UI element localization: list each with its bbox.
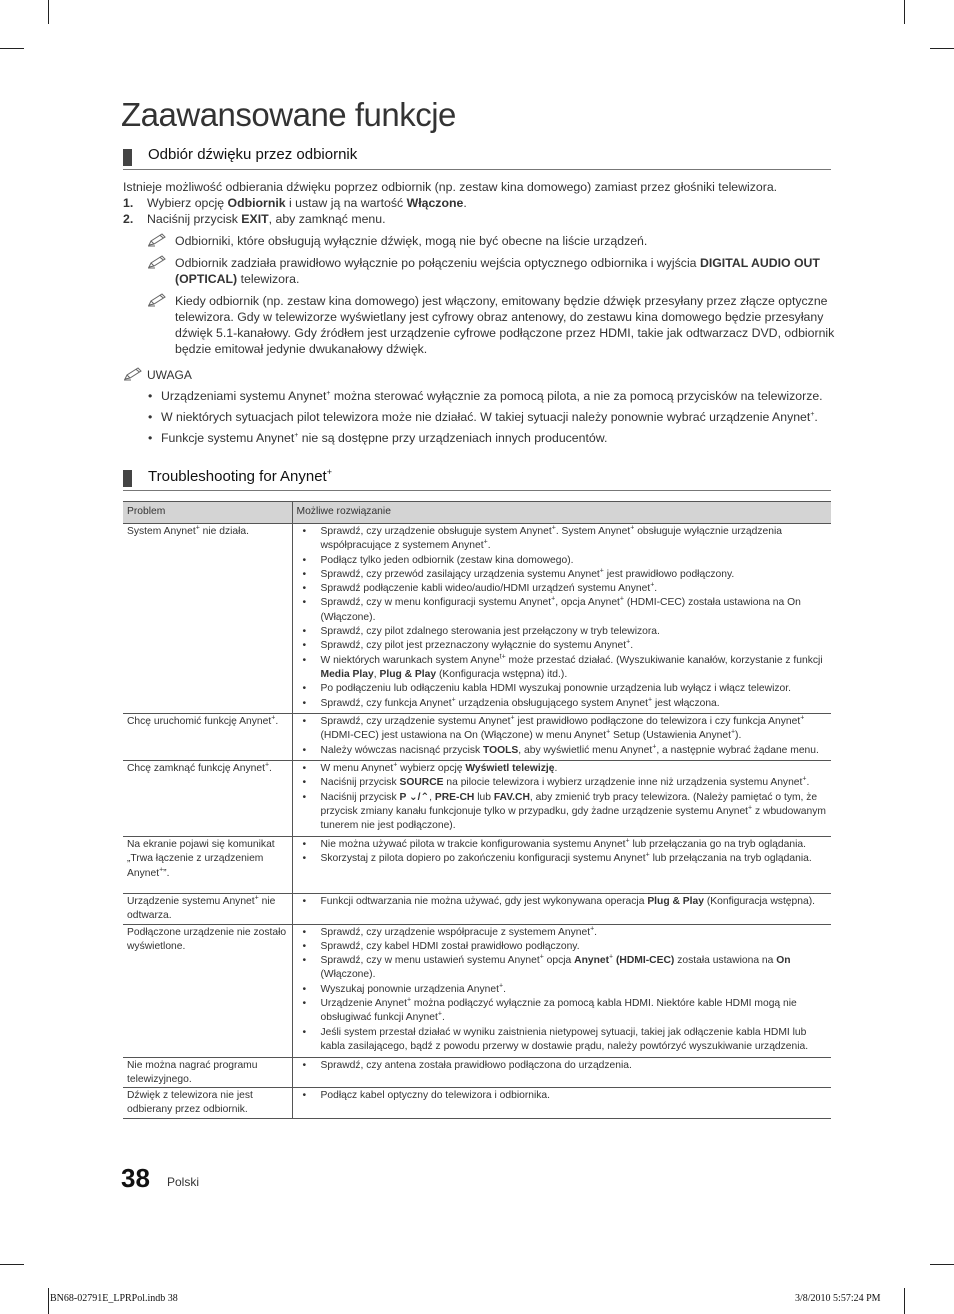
solution-item: • Naciśnij przycisk SOURCE na pilocie telewizora i wybierz urządzenie inne niż urządzenia systemu Anynet+. [297,776,828,790]
solution-item: • Wyszukaj ponownie urządzenia Anynet+. [297,983,828,997]
solution-item: • Sprawdź, czy antena została prawidłowo podłączona do urządzenia. [297,1059,828,1073]
column-header-problem: Problem [123,502,292,524]
solution-item: • Sprawdź, czy w menu ustawień systemu Anynet+ opcja Anynet+ (HDMI-CEC) została ustawiona na On (Włączone). [297,954,828,983]
step-1: 1. Wybierz opcję Odbiornik i ustaw ją na wartość Włączone. [123,196,467,210]
crop-mark [0,1264,24,1265]
solution-item: • Sprawdź podłączenie kabli wideo/audio/HDMI urządzeń systemu Anynet+. [297,582,828,596]
solution-item: • Sprawdź, czy kabel HDMI został prawidłowo podłączony. [297,940,828,954]
solution-item: • W menu Anynet+ wybierz opcję Wyświetl telewizję. [297,762,828,776]
crop-mark [0,48,24,49]
note-pencil-icon [123,367,145,381]
crop-mark [904,1288,905,1314]
heading-bar [123,149,132,166]
problem-cell: Urządzenie systemu Anynet+ nie odtwarza. [123,894,292,925]
intro-text: Istnieje możliwość odbierania dźwięku poprzez odbiornik (np. zestaw kina domowego) zamiast przez głośniki telewizora. [123,180,778,194]
solution-item: • Sprawdź, czy pilot zdalnego sterowania jest przełączony w tryb telewizora. [297,625,828,639]
solution-item: • Po podłączeniu lub odłączeniu kabla HDMI wyszukaj ponownie urządzenia lub wyłącz i włącz telewizor. [297,682,828,696]
table-row [123,714,831,761]
solution-item: • Sprawdź, czy funkcja Anynet+ urządzenia obsługującego system Anynet+ jest włączona. [297,697,828,711]
solution-cell [292,837,831,894]
solution-item: • Sprawdź, czy urządzenie obsługuje system Anynet+. System Anynet+ obsługuje wyłącznie urządzenia współpracujące z systemem Anynet+. [297,525,828,554]
solution-item: • Funkcji odtwarzania nie można używać, gdy jest wykonywana operacja Plug & Play (Konfiguracja wstępna). [297,895,828,909]
bullet-item: • Funkcje systemu Anynet+ nie są dostępne przy urządzeniach innych producentów. [148,431,608,445]
solution-item: • Skorzystaj z pilota dopiero po zakończeniu konfiguracji systemu Anynet+ lub przełączania na tryb oglądania. [297,852,828,866]
note-pencil-icon [147,255,169,269]
crop-mark [930,48,954,49]
solution-item: • Sprawdź, czy urządzenie współpracuje z systemem Anynet+. [297,926,828,940]
solution-item: • W niektórych warunkach system Anyne$^{t+}$ może przestać działać. (Wyszukiwanie kanałów, korzystanie z funkcji Media Play, Plug & Play (Konfiguracja wstępna) itd.). [297,654,828,683]
uwaga-label: UWAGA [123,367,835,383]
problem-cell: Podłączone urządzenie nie zostało wyświetlone. [123,924,292,1057]
section-heading-text: Troubleshooting for Anynet+ [148,467,332,485]
solution-cell [292,894,831,925]
problem-cell: Chcę zamknąć funkcję Anynet+. [123,761,292,837]
solution-item: • Sprawdź, czy przewód zasilający urządzenia systemu Anynet+ jest prawidłowo podłączony. [297,568,828,582]
section-heading-text: Odbiór dźwięku przez odbiornik [148,146,358,163]
problem-cell: System Anynet+ nie działa. [123,524,292,714]
print-file-info: BN68-02791E_LPRPol.indb 38 [50,1293,178,1304]
problem-cell: Dźwięk z telewizora nie jest odbierany przez odbiornik. [123,1088,292,1119]
problem-cell: Chcę uruchomić funkcję Anynet+. [123,714,292,761]
print-date-info: 3/8/2010 5:57:24 PM [795,1293,881,1304]
section-heading-receiver [123,146,831,170]
solution-cell [292,761,831,837]
solution-item: • Podłącz kabel optyczny do telewizora i odbiornika. [297,1089,828,1103]
table-row [123,524,831,714]
note-pencil-icon [147,293,169,307]
solution-item: • Sprawdź, czy pilot jest przeznaczony wyłącznie do systemu Anynet+. [297,639,828,653]
solution-item: • Podłącz tylko jeden odbiornik (zestaw kina domowego). [297,554,828,568]
bullet-item: • W niektórych sytuacjach pilot telewizora może nie działać. W takiej sytuacji należy ponownie wybrać urządzenie Anynet+. [148,410,818,424]
solution-item: • Naciśnij przycisk P ⌄/⌃, PRE-CH lub FAV.CH, aby zmienić tryb pracy telewizora. (Należy pamiętać o tym, że przycisk zmiany kanału funkcjonuje tylko w przypadku, gdy żadne urządzenie systemu Anynet+ z wbudowanym tunerem nie jest podłączone). [297,791,828,834]
crop-mark [48,1288,49,1314]
section-heading-troubleshooting [123,467,831,491]
page-language: Polski [167,1175,200,1189]
table-row [123,837,831,894]
solution-item: • Urządzenie Anynet+ można podłączyć wyłącznie za pomocą kabla HDMI. Niektóre kable HDMI mogą nie obsługiwać funkcji Anynet+. [297,997,828,1026]
solution-cell [292,1088,831,1119]
note-pencil-icon [147,233,169,247]
note-2: Odbiornik zadziała prawidłowo wyłącznie po połączeniu wejścia optycznego odbiornika i wyjścia DIGITAL AUDIO OUT (OPTICAL) telewizora. [123,255,835,287]
troubleshooting-table [123,501,831,1119]
step-2: 2. Naciśnij przycisk EXIT, aby zamknąć menu. [123,212,386,226]
crop-mark [930,1264,954,1265]
table-row [123,894,831,925]
table-row [123,1057,831,1088]
solution-cell [292,524,831,714]
page-number: 38 [121,1163,150,1193]
solution-item: • Sprawdź, czy w menu konfiguracji systemu Anynet+, opcja Anynet+ (HDMI-CEC) została ustawiona na On (Włączone). [297,596,828,625]
section-receiver-body [123,179,835,446]
table-header-row [123,502,831,524]
table-row [123,924,831,1057]
table-row [123,761,831,837]
solution-item: • Sprawdź, czy urządzenie systemu Anynet+ jest prawidłowo podłączone do telewizora i czy funkcja Anynet+ (HDMI-CEC) jest ustawiona na On (Włączone) w menu Anynet+ Setup (Ustawienia Anynet+). [297,715,828,744]
bullet-item: • Urządzeniami systemu Anynet+ można sterować wyłącznie za pomocą pilota, a nie za pomocą przycisków na telewizorze. [148,389,823,403]
solution-item: • Należy wówczas nacisnąć przycisk TOOLS, aby wyświetlić menu Anynet+, a następnie wybrać żądane menu. [297,744,828,758]
problem-cell: Nie można nagrać programu telewizyjnego. [123,1057,292,1088]
crop-mark [48,0,49,24]
note-1: Odbiorniki, które obsługują wyłącznie dźwięk, mogą nie być obecne na liście urządzeń. [123,233,835,249]
note-3: Kiedy odbiornik (np. zestaw kina domowego) jest włączony, emitowany będzie dźwięk przesyłany przez złącze optyczne telewizora. Gdy w telewizorze wyświetlany jest cyfrowy obraz antenowy, do zestawu kina domowego będzie przesyłany dźwięk 5.1-kanałowy. Gdy źródłem jest urządzenie cyfrowe podłączone przez HDMI, takie jak odtwarzacz DVD, odbiornik będzie emitował jedynie dwukanałowy dźwięk. [123,293,835,357]
column-header-solution: Możliwe rozwiązanie [292,502,831,524]
page-title: Zaawansowane funkcje [121,96,456,133]
solution-cell [292,1057,831,1088]
solution-cell [292,924,831,1057]
solution-item: • Nie można używać pilota w trakcie konfigurowania systemu Anynet+ lub przełączania go na tryb oglądania. [297,838,828,852]
crop-mark [904,0,905,24]
solution-item: • Jeśli system przestał działać w wyniku zaistnienia nietypowej sytuacji, takiej jak odłączenie kabla HDMI lub kabla zasilającego, bądź z powodu przerwy w dostawie prądu, należy powtórzyć wyszukiwanie urządzenia. [297,1026,828,1055]
table-row [123,1088,831,1119]
problem-cell: Na ekranie pojawi się komunikat „Trwa łączenie z urządzeniem Anynet+”. [123,837,292,894]
solution-cell [292,714,831,761]
heading-bar [123,470,132,487]
